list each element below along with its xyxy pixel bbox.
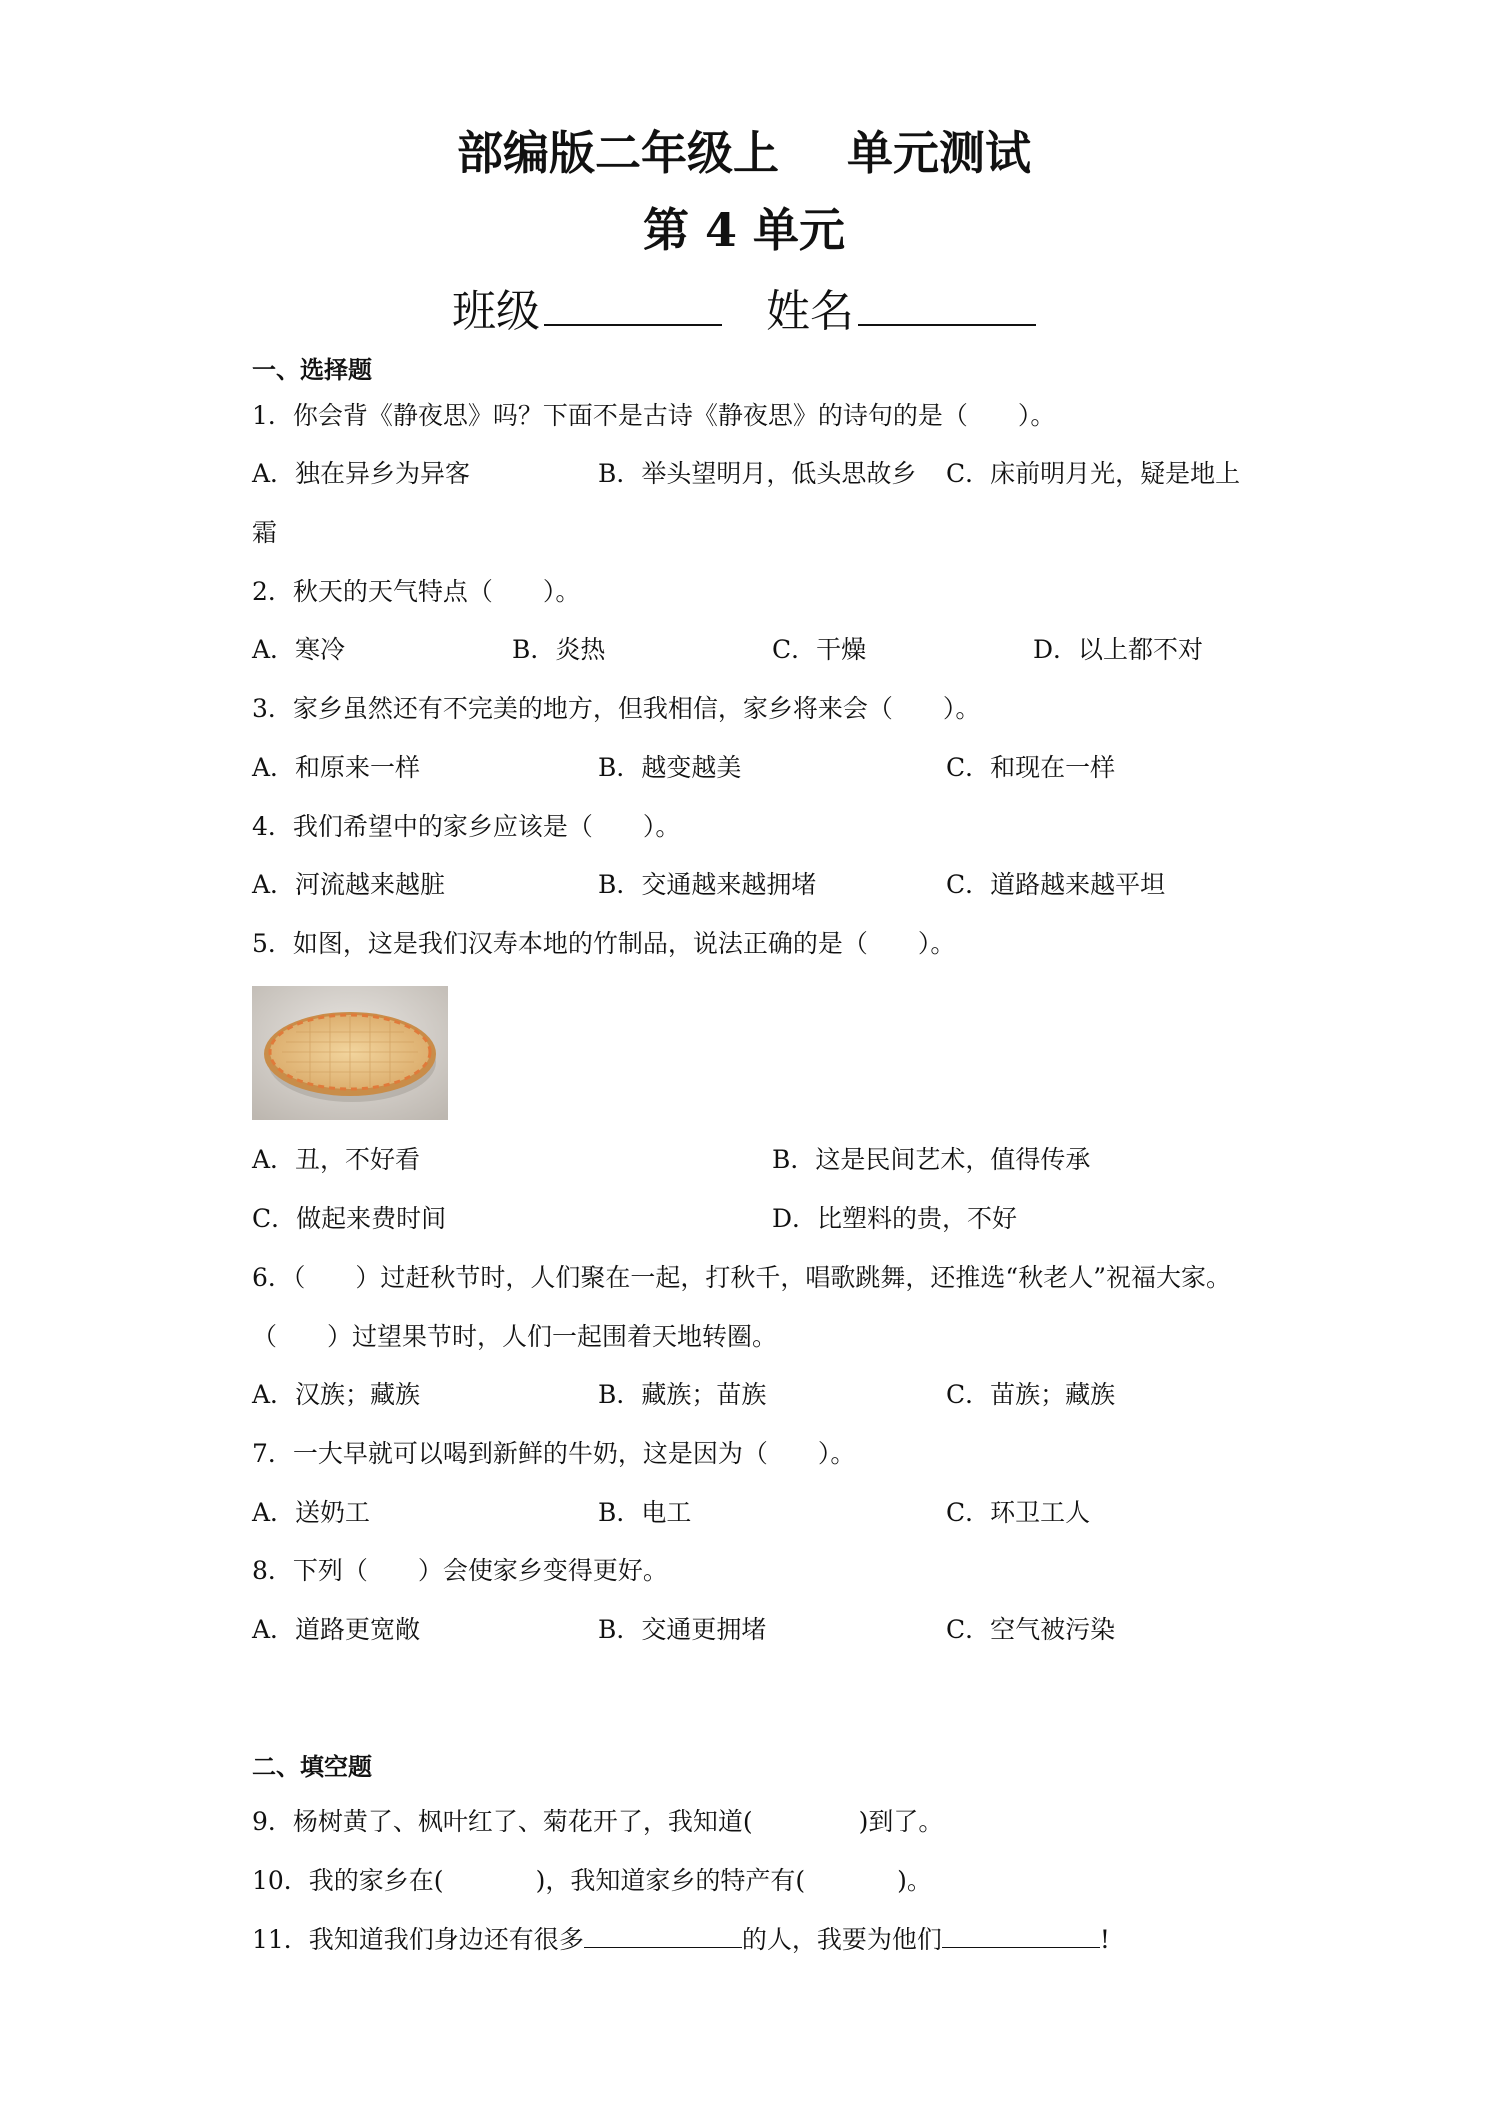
question-9 (252, 1806, 943, 1838)
q1-option-c-continued: 霜 (252, 518, 278, 547)
q7-option-a[interactable]: A．送奶工 (252, 1498, 371, 1527)
q6-option-b[interactable]: B．藏族；苗族 (598, 1380, 767, 1409)
section-fill-heading: 二、填空题 (252, 1753, 372, 1781)
question-1-stem: 1．你会背《静夜思》吗？下面不是古诗《静夜思》的诗句的是（ ）。 (252, 401, 1056, 430)
q5-option-d[interactable]: D．比塑料的贵，不好 (772, 1204, 1018, 1233)
question-11 (252, 1923, 1110, 1956)
q5-option-c[interactable]: C．做起来费时间 (252, 1204, 447, 1233)
question-6-stem-2: （ ）过望果节时，人们一起围着天地转圈。 (252, 1322, 778, 1351)
q11-answer-blank-2[interactable] (942, 1923, 1100, 1948)
q8-option-c[interactable]: C．空气被污染 (946, 1615, 1116, 1644)
question-7-stem: 7．一大早就可以喝到新鲜的牛奶，这是因为（ ）。 (252, 1439, 856, 1468)
q3-option-c[interactable]: C．和现在一样 (946, 753, 1116, 782)
question-2-stem: 2．秋天的天气特点（ ）。 (252, 577, 581, 606)
name-blank[interactable] (858, 284, 1036, 326)
q4-option-b[interactable]: B．交通越来越拥堵 (598, 870, 817, 899)
class-label: 班级 (452, 286, 540, 337)
q2-option-d[interactable]: D．以上都不对 (1033, 635, 1204, 664)
q9-text-after: )到了。 (858, 1807, 944, 1836)
q5-option-a[interactable]: A．丑，不好看 (252, 1145, 421, 1174)
q2-option-a[interactable]: A．寒冷 (252, 635, 346, 664)
question-8-stem: 8．下列（ ）会使家乡变得更好。 (252, 1556, 668, 1585)
q11-text-before: 11．我知道我们身边还有很多 (252, 1925, 584, 1954)
question-6-stem: 6．（ ）过赶秋节时，人们聚在一起，打秋千，唱歌跳舞，还推选“秋老人”祝福大家。 (252, 1263, 1231, 1292)
q7-option-c[interactable]: C．环卫工人 (946, 1498, 1091, 1527)
q10-text-middle: )，我知道家乡的特产有( (535, 1866, 806, 1895)
q6-option-c[interactable]: C．苗族；藏族 (946, 1380, 1116, 1409)
q8-option-a[interactable]: A．道路更宽敞 (252, 1615, 421, 1644)
q3-option-a[interactable]: A．和原来一样 (252, 753, 421, 782)
section-choice-heading: 一、选择题 (252, 356, 372, 384)
question-10 (252, 1865, 932, 1897)
title-left: 部编版二年级上 (457, 126, 779, 180)
q1-option-b[interactable]: B．举头望明月，低头思故乡 (598, 459, 917, 488)
question-4-stem: 4．我们希望中的家乡应该是（ ）。 (252, 812, 681, 841)
q1-option-a[interactable]: A．独在异乡为异客 (252, 459, 471, 488)
question-3-stem: 3．家乡虽然还有不完美的地方，但我相信，家乡将来会（ ）。 (252, 694, 981, 723)
q10-text-after: )。 (897, 1866, 932, 1895)
class-name-line (0, 284, 1488, 340)
bamboo-basket-image (252, 986, 448, 1120)
q4-option-a[interactable]: A．河流越来越脏 (252, 870, 446, 899)
unit-subtitle: 第 4 单元 (642, 203, 846, 257)
q8-option-b[interactable]: B．交通更拥堵 (598, 1615, 767, 1644)
class-blank[interactable] (544, 284, 722, 326)
q11-text-after: ! (1099, 1925, 1110, 1954)
page-title (0, 125, 1488, 181)
q5-option-b[interactable]: B．这是民间艺术，值得传承 (772, 1145, 1091, 1174)
q10-text-before: 10．我的家乡在( (252, 1866, 444, 1895)
name-label: 姓名 (766, 286, 854, 337)
q2-option-b[interactable]: B．炎热 (512, 635, 606, 664)
q11-text-middle: 的人，我要为他们 (741, 1925, 942, 1954)
question-5-stem: 5．如图，这是我们汉寿本地的竹制品，说法正确的是（ ）。 (252, 929, 956, 958)
q2-option-c[interactable]: C．干燥 (772, 635, 867, 664)
title-right: 单元测试 (847, 126, 1031, 180)
q3-option-b[interactable]: B．越变越美 (598, 753, 742, 782)
q4-option-c[interactable]: C．道路越来越平坦 (946, 870, 1166, 899)
q7-option-b[interactable]: B．电工 (598, 1498, 692, 1527)
q9-text-before: 9．杨树黄了、枫叶红了、菊花开了，我知道( (252, 1807, 753, 1836)
q6-option-a[interactable]: A．汉族；藏族 (252, 1380, 421, 1409)
q1-option-c[interactable]: C．床前明月光，疑是地上 (946, 459, 1241, 488)
q11-answer-blank-1[interactable] (584, 1923, 742, 1948)
